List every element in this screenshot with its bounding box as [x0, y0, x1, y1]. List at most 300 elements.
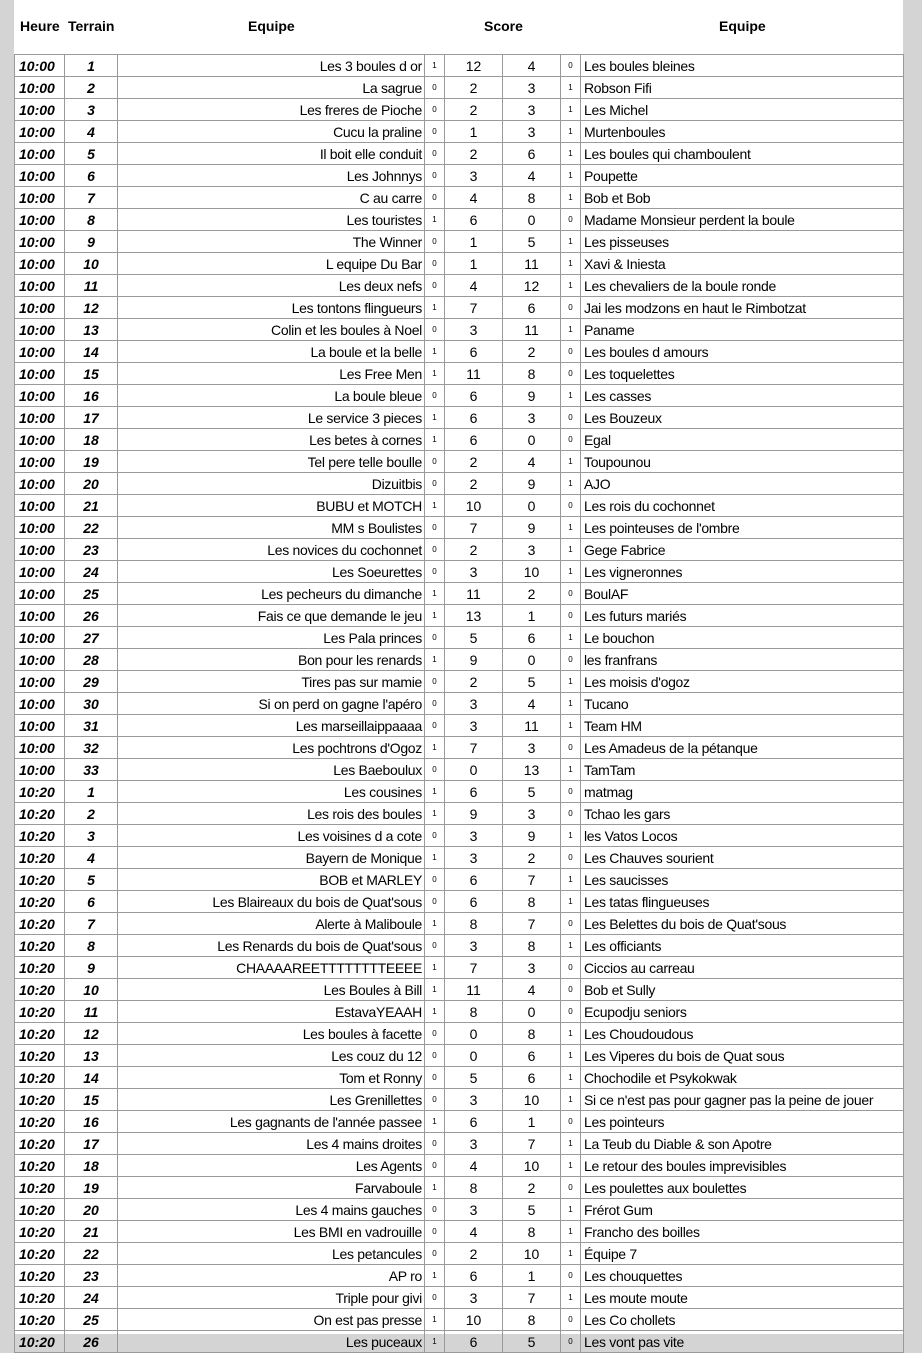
team-a-cell: Les boules à facette	[118, 1023, 425, 1045]
points-a-cell: 0	[425, 759, 445, 781]
score-a-cell: 10	[445, 1309, 503, 1331]
score-a-cell: 3	[445, 693, 503, 715]
table-row	[15, 143, 904, 165]
score-b-cell: 11	[503, 715, 561, 737]
score-b-cell: 4	[503, 979, 561, 1001]
points-a-cell: 0	[425, 121, 445, 143]
team-b-cell: Les Amadeus de la pétanque	[581, 737, 904, 759]
heure-cell: 10:20	[15, 979, 65, 1001]
score-a-cell: 4	[445, 275, 503, 297]
points-b-cell: 1	[561, 1221, 581, 1243]
heure-cell: 10:00	[15, 209, 65, 231]
table-row	[15, 1045, 904, 1067]
points-b-cell: 1	[561, 693, 581, 715]
points-a-cell: 1	[425, 1265, 445, 1287]
table-row	[15, 165, 904, 187]
terrain-cell: 21	[65, 495, 118, 517]
team-a-cell: Tel pere telle boulle	[118, 451, 425, 473]
team-b-cell: TamTam	[581, 759, 904, 781]
points-a-cell: 1	[425, 979, 445, 1001]
team-b-cell: Les tatas flingueuses	[581, 891, 904, 913]
points-a-cell: 0	[425, 517, 445, 539]
header-heure: Heure	[20, 18, 60, 34]
points-a-cell: 1	[425, 649, 445, 671]
points-b-cell: 1	[561, 1045, 581, 1067]
terrain-cell: 16	[65, 385, 118, 407]
points-a-cell: 0	[425, 825, 445, 847]
table-row	[15, 781, 904, 803]
terrain-cell: 8	[65, 209, 118, 231]
team-a-cell: Tires pas sur mamie	[118, 671, 425, 693]
table-row	[15, 935, 904, 957]
table-row	[15, 539, 904, 561]
score-a-cell: 6	[445, 891, 503, 913]
points-b-cell: 0	[561, 957, 581, 979]
points-a-cell: 0	[425, 935, 445, 957]
header-equipe-b: Equipe	[719, 18, 766, 34]
team-a-cell: CHAAAAREETTTTTTTTEEEE	[118, 957, 425, 979]
heure-cell: 10:00	[15, 429, 65, 451]
score-b-cell: 4	[503, 693, 561, 715]
points-b-cell: 1	[561, 759, 581, 781]
points-b-cell: 1	[561, 1067, 581, 1089]
score-a-cell: 8	[445, 1001, 503, 1023]
terrain-cell: 7	[65, 913, 118, 935]
points-a-cell: 0	[425, 231, 445, 253]
terrain-cell: 13	[65, 1045, 118, 1067]
team-a-cell: Les Johnnys	[118, 165, 425, 187]
points-b-cell: 0	[561, 803, 581, 825]
table-row	[15, 407, 904, 429]
score-b-cell: 3	[503, 121, 561, 143]
score-a-cell: 4	[445, 1155, 503, 1177]
heure-cell: 10:00	[15, 143, 65, 165]
terrain-cell: 32	[65, 737, 118, 759]
points-a-cell: 0	[425, 671, 445, 693]
team-b-cell: Frérot Gum	[581, 1199, 904, 1221]
table-row	[15, 341, 904, 363]
score-b-cell: 8	[503, 1023, 561, 1045]
score-b-cell: 10	[503, 1155, 561, 1177]
team-a-cell: Les petancules	[118, 1243, 425, 1265]
points-b-cell: 1	[561, 231, 581, 253]
points-a-cell: 1	[425, 781, 445, 803]
score-a-cell: 12	[445, 55, 503, 77]
team-a-cell: On est pas presse	[118, 1309, 425, 1331]
heure-cell: 10:00	[15, 363, 65, 385]
points-a-cell: 0	[425, 1221, 445, 1243]
terrain-cell: 14	[65, 341, 118, 363]
team-a-cell: Les gagnants de l'année passee	[118, 1111, 425, 1133]
score-b-cell: 6	[503, 297, 561, 319]
points-b-cell: 1	[561, 935, 581, 957]
points-b-cell: 0	[561, 495, 581, 517]
points-a-cell: 0	[425, 143, 445, 165]
score-b-cell: 2	[503, 341, 561, 363]
points-b-cell: 1	[561, 825, 581, 847]
points-b-cell: 0	[561, 1177, 581, 1199]
heure-cell: 10:00	[15, 407, 65, 429]
points-a-cell: 0	[425, 275, 445, 297]
terrain-cell: 18	[65, 429, 118, 451]
heure-cell: 10:00	[15, 495, 65, 517]
score-a-cell: 10	[445, 495, 503, 517]
terrain-cell: 12	[65, 1023, 118, 1045]
points-a-cell: 0	[425, 253, 445, 275]
team-a-cell: Les Pala princes	[118, 627, 425, 649]
team-b-cell: Le bouchon	[581, 627, 904, 649]
points-a-cell: 1	[425, 297, 445, 319]
team-a-cell: Les novices du cochonnet	[118, 539, 425, 561]
score-a-cell: 5	[445, 627, 503, 649]
table-row	[15, 187, 904, 209]
points-b-cell: 1	[561, 869, 581, 891]
score-b-cell: 7	[503, 1287, 561, 1309]
score-a-cell: 1	[445, 121, 503, 143]
terrain-cell: 25	[65, 1309, 118, 1331]
points-a-cell: 0	[425, 693, 445, 715]
score-b-cell: 2	[503, 583, 561, 605]
heure-cell: 10:20	[15, 1023, 65, 1045]
score-a-cell: 2	[445, 143, 503, 165]
points-a-cell: 0	[425, 869, 445, 891]
points-b-cell: 1	[561, 539, 581, 561]
heure-cell: 10:00	[15, 253, 65, 275]
terrain-cell: 15	[65, 1089, 118, 1111]
points-a-cell: 1	[425, 429, 445, 451]
heure-cell: 10:00	[15, 77, 65, 99]
team-b-cell: Les officiants	[581, 935, 904, 957]
table-row	[15, 1067, 904, 1089]
score-b-cell: 8	[503, 1221, 561, 1243]
heure-cell: 10:20	[15, 1067, 65, 1089]
heure-cell: 10:00	[15, 451, 65, 473]
team-b-cell: Les moute moute	[581, 1287, 904, 1309]
score-a-cell: 1	[445, 253, 503, 275]
team-b-cell: Les Chauves sourient	[581, 847, 904, 869]
heure-cell: 10:00	[15, 297, 65, 319]
score-a-cell: 0	[445, 759, 503, 781]
team-b-cell: Si ce n'est pas pour gagner pas la peine de jouer	[581, 1089, 904, 1111]
table-row	[15, 1177, 904, 1199]
team-b-cell: Tchao les gars	[581, 803, 904, 825]
team-a-cell: Les 3 boules d or	[118, 55, 425, 77]
score-a-cell: 6	[445, 781, 503, 803]
heure-cell: 10:20	[15, 1001, 65, 1023]
team-a-cell: Bayern de Monique	[118, 847, 425, 869]
score-a-cell: 2	[445, 473, 503, 495]
table-row	[15, 1111, 904, 1133]
points-b-cell: 1	[561, 1243, 581, 1265]
team-b-cell: Les futurs mariés	[581, 605, 904, 627]
score-a-cell: 6	[445, 341, 503, 363]
score-a-cell: 0	[445, 1023, 503, 1045]
team-b-cell: Les Choudoudous	[581, 1023, 904, 1045]
score-a-cell: 3	[445, 561, 503, 583]
terrain-cell: 13	[65, 319, 118, 341]
table-row	[15, 825, 904, 847]
points-b-cell: 1	[561, 1133, 581, 1155]
table-row	[15, 231, 904, 253]
points-b-cell: 1	[561, 1287, 581, 1309]
points-a-cell: 0	[425, 1133, 445, 1155]
score-b-cell: 8	[503, 1309, 561, 1331]
points-a-cell: 1	[425, 341, 445, 363]
score-b-cell: 5	[503, 671, 561, 693]
points-a-cell: 0	[425, 99, 445, 121]
team-a-cell: Farvaboule	[118, 1177, 425, 1199]
heure-cell: 10:00	[15, 737, 65, 759]
heure-cell: 10:00	[15, 55, 65, 77]
points-b-cell: 0	[561, 55, 581, 77]
terrain-cell: 10	[65, 979, 118, 1001]
points-b-cell: 1	[561, 143, 581, 165]
team-a-cell: Les Renards du bois de Quat'sous	[118, 935, 425, 957]
team-b-cell: Madame Monsieur perdent la boule	[581, 209, 904, 231]
score-b-cell: 3	[503, 77, 561, 99]
heure-cell: 10:00	[15, 319, 65, 341]
table-row	[15, 1265, 904, 1287]
score-b-cell: 0	[503, 209, 561, 231]
terrain-cell: 17	[65, 1133, 118, 1155]
score-a-cell: 2	[445, 451, 503, 473]
heure-cell: 10:00	[15, 759, 65, 781]
points-a-cell: 0	[425, 165, 445, 187]
team-a-cell: Les Blaireaux du bois de Quat'sous	[118, 891, 425, 913]
score-a-cell: 3	[445, 825, 503, 847]
score-b-cell: 5	[503, 1199, 561, 1221]
team-b-cell: Les saucisses	[581, 869, 904, 891]
team-a-cell: Si on perd on gagne l'apéro	[118, 693, 425, 715]
table-row	[15, 77, 904, 99]
table-row	[15, 693, 904, 715]
team-a-cell: Les cousines	[118, 781, 425, 803]
score-b-cell: 0	[503, 495, 561, 517]
points-a-cell: 0	[425, 627, 445, 649]
team-a-cell: Les Baeboulux	[118, 759, 425, 781]
team-a-cell: Les 4 mains droites	[118, 1133, 425, 1155]
heure-cell: 10:20	[15, 913, 65, 935]
terrain-cell: 24	[65, 561, 118, 583]
points-b-cell: 0	[561, 649, 581, 671]
team-b-cell: Les moisis d'ogoz	[581, 671, 904, 693]
points-b-cell: 0	[561, 583, 581, 605]
score-a-cell: 3	[445, 319, 503, 341]
team-b-cell: matmag	[581, 781, 904, 803]
terrain-cell: 27	[65, 627, 118, 649]
team-b-cell: Tucano	[581, 693, 904, 715]
score-b-cell: 3	[503, 957, 561, 979]
team-b-cell: Les pointeuses de l'ombre	[581, 517, 904, 539]
table-row	[15, 759, 904, 781]
table-row	[15, 847, 904, 869]
score-b-cell: 9	[503, 385, 561, 407]
score-a-cell: 6	[445, 1111, 503, 1133]
table-row	[15, 1287, 904, 1309]
terrain-cell: 29	[65, 671, 118, 693]
header-terrain: Terrain	[68, 18, 115, 34]
terrain-cell: 3	[65, 825, 118, 847]
points-b-cell: 0	[561, 913, 581, 935]
heure-cell: 10:00	[15, 165, 65, 187]
team-b-cell: Francho des boilles	[581, 1221, 904, 1243]
score-b-cell: 6	[503, 627, 561, 649]
team-a-cell: Bon pour les renards	[118, 649, 425, 671]
table-row	[15, 1221, 904, 1243]
points-a-cell: 0	[425, 561, 445, 583]
table-row	[15, 737, 904, 759]
score-a-cell: 3	[445, 1287, 503, 1309]
points-a-cell: 1	[425, 583, 445, 605]
score-a-cell: 6	[445, 1265, 503, 1287]
table-row	[15, 1199, 904, 1221]
team-a-cell: Les Grenillettes	[118, 1089, 425, 1111]
score-b-cell: 4	[503, 451, 561, 473]
team-b-cell: BoulAF	[581, 583, 904, 605]
score-b-cell: 9	[503, 517, 561, 539]
table-row	[15, 363, 904, 385]
score-a-cell: 6	[445, 429, 503, 451]
score-a-cell: 1	[445, 231, 503, 253]
score-a-cell: 9	[445, 649, 503, 671]
points-a-cell: 1	[425, 1177, 445, 1199]
score-a-cell: 3	[445, 1133, 503, 1155]
heure-cell: 10:00	[15, 539, 65, 561]
team-a-cell: MM s Boulistes	[118, 517, 425, 539]
team-b-cell: Les chouquettes	[581, 1265, 904, 1287]
points-b-cell: 1	[561, 99, 581, 121]
points-b-cell: 0	[561, 1309, 581, 1331]
team-b-cell: Les boules d amours	[581, 341, 904, 363]
points-b-cell: 1	[561, 671, 581, 693]
heure-cell: 10:20	[15, 1331, 65, 1353]
table-row	[15, 1023, 904, 1045]
score-a-cell: 3	[445, 935, 503, 957]
score-a-cell: 13	[445, 605, 503, 627]
points-a-cell: 0	[425, 319, 445, 341]
terrain-cell: 2	[65, 77, 118, 99]
score-a-cell: 7	[445, 737, 503, 759]
team-b-cell: Les casses	[581, 385, 904, 407]
score-a-cell: 9	[445, 803, 503, 825]
terrain-cell: 2	[65, 803, 118, 825]
heure-cell: 10:20	[15, 847, 65, 869]
terrain-cell: 10	[65, 253, 118, 275]
team-a-cell: La sagrue	[118, 77, 425, 99]
score-a-cell: 2	[445, 99, 503, 121]
heure-cell: 10:00	[15, 231, 65, 253]
table-row	[15, 517, 904, 539]
team-a-cell: Colin et les boules à Noel	[118, 319, 425, 341]
table-row	[15, 253, 904, 275]
team-b-cell: Les chevaliers de la boule ronde	[581, 275, 904, 297]
table-row	[15, 297, 904, 319]
team-b-cell: Ecupodju seniors	[581, 1001, 904, 1023]
team-a-cell: Fais ce que demande le jeu	[118, 605, 425, 627]
terrain-cell: 6	[65, 891, 118, 913]
team-a-cell: Les BMI en vadrouille	[118, 1221, 425, 1243]
points-b-cell: 1	[561, 1023, 581, 1045]
points-a-cell: 0	[425, 1023, 445, 1045]
header-equipe-a: Equipe	[248, 18, 295, 34]
team-b-cell: Les Bouzeux	[581, 407, 904, 429]
heure-cell: 10:00	[15, 121, 65, 143]
terrain-cell: 21	[65, 1221, 118, 1243]
table-row	[15, 627, 904, 649]
heure-cell: 10:00	[15, 605, 65, 627]
team-b-cell: Chochodile et Psykokwak	[581, 1067, 904, 1089]
table-row	[15, 429, 904, 451]
team-a-cell: Les Soeurettes	[118, 561, 425, 583]
score-b-cell: 6	[503, 1067, 561, 1089]
table-row	[15, 55, 904, 77]
table-row	[15, 473, 904, 495]
table-row	[15, 605, 904, 627]
heure-cell: 10:20	[15, 1155, 65, 1177]
table-row	[15, 803, 904, 825]
team-b-cell: Les vigneronnes	[581, 561, 904, 583]
points-a-cell: 1	[425, 407, 445, 429]
points-a-cell: 1	[425, 957, 445, 979]
team-a-cell: Les rois des boules	[118, 803, 425, 825]
team-b-cell: les Vatos Locos	[581, 825, 904, 847]
points-b-cell: 1	[561, 517, 581, 539]
points-b-cell: 0	[561, 297, 581, 319]
points-a-cell: 1	[425, 55, 445, 77]
team-b-cell: les franfrans	[581, 649, 904, 671]
team-a-cell: Les voisines d a cote	[118, 825, 425, 847]
heure-cell: 10:00	[15, 627, 65, 649]
team-a-cell: La boule et la belle	[118, 341, 425, 363]
points-b-cell: 1	[561, 451, 581, 473]
terrain-cell: 9	[65, 957, 118, 979]
heure-cell: 10:00	[15, 187, 65, 209]
score-b-cell: 8	[503, 363, 561, 385]
points-b-cell: 1	[561, 1089, 581, 1111]
points-b-cell: 1	[561, 77, 581, 99]
score-b-cell: 0	[503, 1001, 561, 1023]
team-b-cell: Les boules bleines	[581, 55, 904, 77]
score-b-cell: 6	[503, 143, 561, 165]
terrain-cell: 31	[65, 715, 118, 737]
table-row	[15, 671, 904, 693]
team-b-cell: Egal	[581, 429, 904, 451]
terrain-cell: 19	[65, 1177, 118, 1199]
terrain-cell: 30	[65, 693, 118, 715]
table-row	[15, 319, 904, 341]
score-b-cell: 2	[503, 847, 561, 869]
table-row	[15, 1155, 904, 1177]
score-b-cell: 1	[503, 605, 561, 627]
heure-cell: 10:20	[15, 803, 65, 825]
team-a-cell: Il boit elle conduit	[118, 143, 425, 165]
table-row	[15, 99, 904, 121]
score-a-cell: 4	[445, 187, 503, 209]
points-b-cell: 0	[561, 1001, 581, 1023]
points-b-cell: 0	[561, 341, 581, 363]
points-b-cell: 1	[561, 891, 581, 913]
header-score: Score	[484, 18, 523, 34]
table-row	[15, 649, 904, 671]
team-a-cell: BUBU et MOTCH	[118, 495, 425, 517]
table-row	[15, 451, 904, 473]
terrain-cell: 4	[65, 847, 118, 869]
points-b-cell: 0	[561, 209, 581, 231]
team-a-cell: Les pochtrons d'Ogoz	[118, 737, 425, 759]
score-b-cell: 11	[503, 253, 561, 275]
points-b-cell: 1	[561, 385, 581, 407]
terrain-cell: 9	[65, 231, 118, 253]
